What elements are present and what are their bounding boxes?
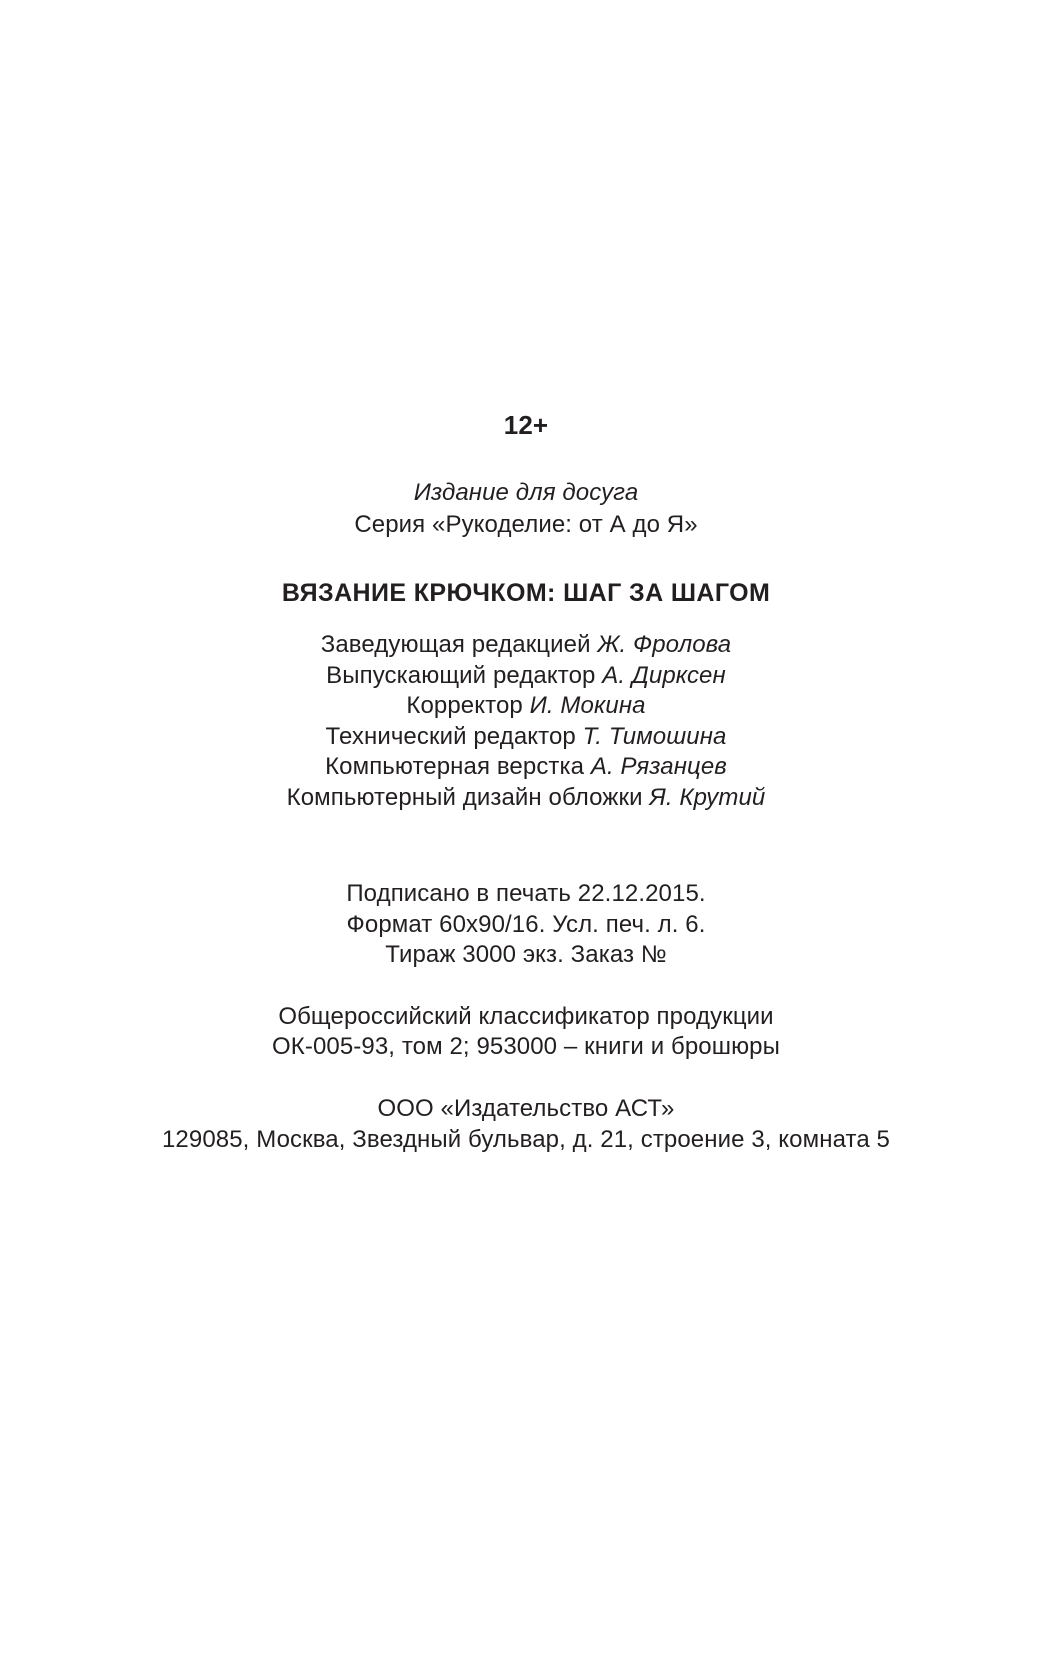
edition-type: Издание для досуга [413, 479, 639, 506]
classifier-line: ОК-005-93, том 2; 953000 – книги и брошюры [272, 1033, 780, 1060]
credit-role: Выпускающий редактор [326, 662, 596, 689]
credit-name: Я. Крутий [649, 784, 766, 811]
publisher-address: 129085, Москва, Звездный бульвар, д. 21, строение 3, комната 5 [161, 1126, 890, 1153]
credit-name: А. Рязанцев [590, 753, 727, 780]
credit-line [0, 722, 1052, 752]
series-line: Серия «Рукоделие: от А до Я» [354, 511, 698, 538]
credit-name: Т. Тимошина [582, 723, 727, 750]
classifier-line: Общероссийский классификатор продукции [278, 1003, 774, 1030]
age-rating: 12+ [503, 410, 549, 440]
credit-line [0, 630, 1052, 660]
credit-name: Ж. Фролова [597, 631, 732, 658]
credit-line [0, 691, 1052, 721]
credit-line [0, 752, 1052, 782]
credit-name: И. Мокина [529, 692, 646, 719]
print-info-line: Тираж 3000 экз. Заказ № [385, 941, 667, 968]
credit-role: Компьютерный дизайн обложки [286, 784, 643, 811]
credit-line [0, 661, 1052, 691]
credit-role: Корректор [406, 692, 523, 719]
credit-role: Технический редактор [325, 723, 576, 750]
print-info-line: Подписано в печать 22.12.2015. [346, 880, 706, 907]
publisher-name: ООО «Издательство АСТ» [377, 1095, 675, 1122]
print-info-line: Формат 60x90/16. Усл. печ. л. 6. [346, 911, 706, 938]
book-title: ВЯЗАНИЕ КРЮЧКОМ: ШАГ ЗА ШАГОМ [281, 579, 771, 607]
credit-role: Компьютерная верстка [325, 753, 585, 780]
credit-name: А. Дирксен [602, 662, 726, 689]
credit-line [0, 783, 1052, 813]
credit-role: Заведующая редакцией [320, 631, 591, 658]
